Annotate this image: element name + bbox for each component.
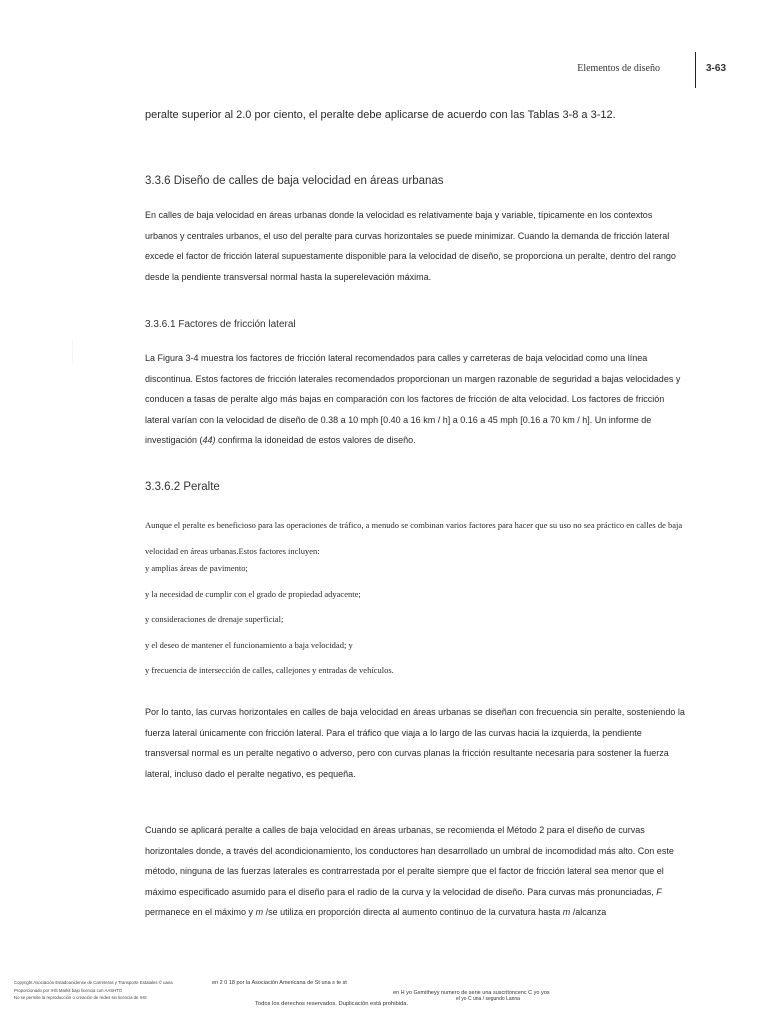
section-3-3-6-1-paragraph <box>145 348 685 451</box>
paragraph-text: La Figura 3-4 muestra los factores de fricción lateral recomendados para calles y carreteras de baja velocidad como una línea discontinua. Estos factores de fricción laterales recomendados proporcionan un margen razonable de seguridad a bajas velocidades y conducen a tasas de peralte algo más bajas en comparación con los factores de fricción de alta velocidad. Los factores de fricción lateral varían con la velocidad de diseño de 0.38 a 10 mph [0.40 a 16 km / h] a 0.16 a 45 mph [0.16 a 70 km / h]. Un informe de investigación ( <box>145 353 681 445</box>
footer-line: Proporcionado por IHS Markit bajo licencia con AASHTO <box>14 987 123 993</box>
footer-copyright-line: en 2 0 18 por la Asociación Americana de St una s te st <box>212 980 347 986</box>
list-item: y frecuencia de intersección de calles, callejones y entradas de vehículos. <box>145 665 394 675</box>
footer-license-line: en H yo Gsmitheyy numero de serie una suscritoncenc C yo yos <box>393 990 550 996</box>
footer-rights-line: Todos los derechos reservados. Duplicación está prohibida. <box>255 1001 409 1007</box>
page-number: 3-63 <box>706 63 727 74</box>
list-item: y amplias áreas de pavimento; <box>145 563 248 573</box>
list-item: y el deseo de mantener el funcionamiento a baja velocidad; y <box>145 639 353 650</box>
paragraph-text: /se utiliza en proporción directa al aumento continuo de la curvatura hasta <box>263 907 563 917</box>
list-item: y consideraciones de drenaje superficial; <box>145 614 284 624</box>
paragraph-text: permanece en el máximo y <box>145 907 256 917</box>
factors-list <box>145 556 685 684</box>
section-heading-3-3-6: 3.3.6 Diseño de calles de baja velocidad en áreas urbanas <box>145 175 444 187</box>
section-3-3-6-2-paragraph-2: Por lo tanto, las curvas horizontales en calles de baja velocidad en áreas urbanas se diseñan con frecuencia sin peralte, sosteniendo la fuerza lateral únicamente con fricción lateral. Para el tráfico que viaja a lo largo de las curvas hacia la izquierda, la pendiente transversal normal es un peralte negativo o adverso, pero con curvas planas la fricción resultante necesaria para sostener la fuerza lateral, incluso dado el peralte negativo, es pequeña. <box>145 707 685 779</box>
section-heading-3-3-6-2: 3.3.6.2 Peralte <box>145 481 220 493</box>
paragraph-text: /alcanza <box>570 907 607 917</box>
paragraph-text: confirma la idoneidad de estos valores de diseño. <box>215 435 416 445</box>
running-header-title: Elementos de diseño <box>577 63 660 74</box>
section-3-3-6-2-intro: Aunque el peralte es beneficioso para las operaciones de tráfico, a menudo se combinan varios factores para hacer que su uso no sea práctico en calles de baja velocidad en áreas urbanas.Estos factores incluyen: <box>145 520 683 556</box>
section-3-3-6-paragraph: En calles de baja velocidad en áreas urbanas donde la velocidad es relativamente baja y variable, típicamente en los contextos urbanos y centrales urbanos, el uso del peralte para curvas horizontales se puede minimizar. Cuando la demanda de fricción lateral excede el factor de fricción lateral supuestamente disponible para la velocidad de diseño, se proporciona un peralte, dentro del rango desde la pendiente transversal normal hasta la superelevación máxima. <box>145 210 676 282</box>
section-heading-3-3-6-1: 3.3.6.1 Factores de fricción lateral <box>145 319 296 330</box>
variable-m: m <box>255 907 264 917</box>
footer-copyright <box>14 979 244 1002</box>
list-item: y la necesidad de cumplir con el grado de propiedad adyacente; <box>145 588 361 599</box>
lead-paragraph: peralte superior al 2.0 por ciento, el peralte debe aplicarse de acuerdo con las Tablas 3-8 a 3-12. <box>145 109 616 121</box>
footer-extra-line: el yo C una / segundo Lanna <box>456 996 520 1002</box>
reference-citation: 44) <box>202 435 216 445</box>
footer-line: Copyright Asociación Estadounidense de Carreteras y Transporte Estatales © uana <box>14 980 173 985</box>
paragraph-text: Cuando se aplicará peralte a calles de baja velocidad en áreas urbanas, se recomienda el Método 2 para el diseño de curvas horizontales donde, a través del acondicionamiento, los conductores han desarrollado un umbral de incomodidad más alto. Con este método, ninguna de las fuerzas laterales es contrarrestada por el peralte siempre que el factor de fricción lateral sea menor que el máximo especificado asumido para el diseño para el radio de la curva y la velocidad de diseño. Para curvas más pronunciadas, <box>145 825 674 897</box>
footer-line: No se permite la reproducción o creación de redes sin licencia de IHS <box>14 995 147 1001</box>
section-3-3-6-2-paragraph-3 <box>145 820 685 923</box>
variable-m: m <box>562 907 571 917</box>
side-margin-mark: ·········· <box>70 340 76 362</box>
header-divider <box>695 52 696 88</box>
variable-f: F <box>656 886 662 897</box>
